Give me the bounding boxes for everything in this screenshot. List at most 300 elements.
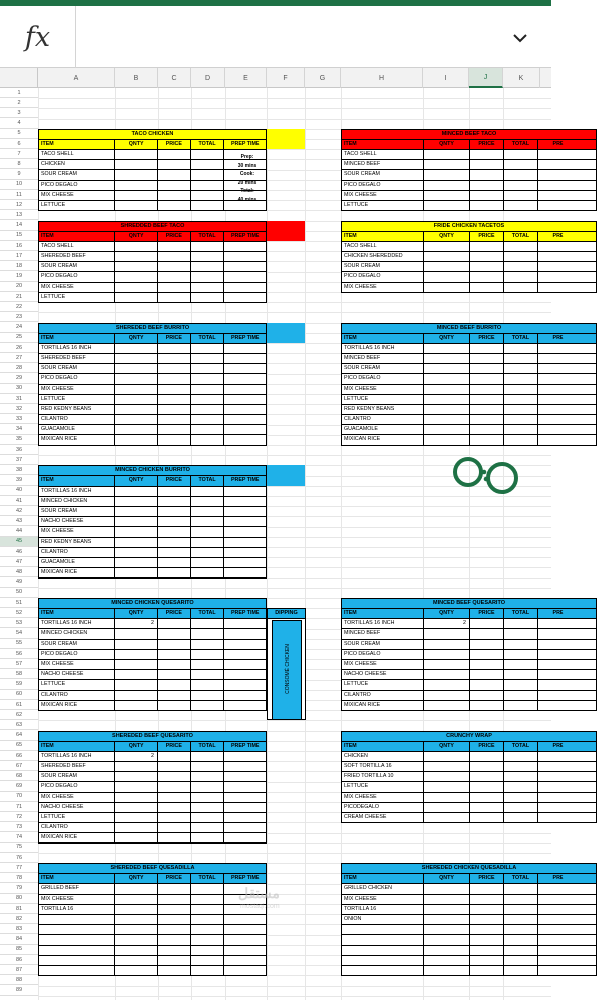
cell[interactable]: [158, 425, 191, 434]
cell[interactable]: [424, 344, 470, 353]
item-cell[interactable]: FRIED TORTILLA 10: [342, 772, 424, 781]
cell[interactable]: [115, 435, 158, 444]
row-header[interactable]: 48: [0, 567, 38, 577]
cell[interactable]: [224, 762, 266, 771]
cell[interactable]: [224, 823, 266, 832]
cell[interactable]: [191, 680, 225, 689]
table-row[interactable]: [342, 170, 596, 180]
cell[interactable]: [424, 946, 470, 955]
cell[interactable]: [158, 242, 191, 251]
table-row[interactable]: [342, 405, 596, 415]
item-cell[interactable]: PICO DEGALO: [342, 374, 424, 383]
row-header[interactable]: 71: [0, 802, 38, 812]
item-cell[interactable]: PICO DEGALO: [342, 181, 424, 190]
item-cell[interactable]: CHICKEN SHEREDDED: [342, 252, 424, 261]
table-row[interactable]: [39, 517, 266, 527]
cell[interactable]: [191, 629, 225, 638]
item-cell[interactable]: SOUR CREAM: [39, 262, 115, 271]
row-header[interactable]: 32: [0, 404, 38, 414]
item-cell[interactable]: MINCED BEEF: [342, 629, 424, 638]
cell[interactable]: [158, 772, 191, 781]
row-header[interactable]: 79: [0, 884, 38, 894]
row-header[interactable]: 23: [0, 312, 38, 322]
item-cell[interactable]: SOUR CREAM: [39, 640, 115, 649]
cell[interactable]: [424, 374, 470, 383]
cell[interactable]: [191, 201, 225, 210]
table-row[interactable]: [342, 670, 596, 680]
cell[interactable]: [538, 262, 578, 271]
row-header[interactable]: 53: [0, 618, 38, 628]
row-header[interactable]: 15: [0, 231, 38, 241]
cell[interactable]: [191, 395, 225, 404]
item-cell[interactable]: SHEREDED BEEF: [39, 252, 115, 261]
cell[interactable]: [224, 782, 266, 791]
table-row[interactable]: [39, 497, 266, 507]
cell[interactable]: [342, 946, 424, 955]
cell[interactable]: [424, 629, 470, 638]
row-header[interactable]: 81: [0, 904, 38, 914]
cell[interactable]: [424, 385, 470, 394]
cell[interactable]: [538, 395, 578, 404]
table-row[interactable]: [342, 660, 596, 670]
table-row[interactable]: [39, 405, 266, 415]
cell[interactable]: [224, 344, 266, 353]
cell[interactable]: [424, 640, 470, 649]
column-header-e[interactable]: E: [225, 68, 267, 88]
cell[interactable]: [115, 670, 158, 679]
row-header[interactable]: 87: [0, 965, 38, 975]
cell[interactable]: [470, 415, 504, 424]
cell[interactable]: [538, 956, 578, 965]
cell[interactable]: [424, 170, 470, 179]
cell[interactable]: [470, 935, 504, 944]
row-header[interactable]: 17: [0, 251, 38, 261]
table-row[interactable]: [342, 354, 596, 364]
cell[interactable]: [115, 946, 158, 955]
item-cell[interactable]: LETTUCE: [39, 680, 115, 689]
cell[interactable]: [504, 150, 538, 159]
row-header[interactable]: 51: [0, 598, 38, 608]
table-row[interactable]: [342, 344, 596, 354]
cell[interactable]: [538, 752, 578, 761]
item-cell[interactable]: TACO SHELL: [342, 242, 424, 251]
table-row[interactable]: [342, 956, 596, 966]
select-all-corner[interactable]: [0, 68, 38, 88]
cell[interactable]: [504, 946, 538, 955]
cell[interactable]: [470, 803, 504, 812]
cell[interactable]: [191, 884, 225, 893]
cell[interactable]: [424, 752, 470, 761]
cell[interactable]: [158, 487, 191, 496]
row-header[interactable]: 47: [0, 557, 38, 567]
cell[interactable]: [224, 415, 266, 424]
row-header[interactable]: 8: [0, 159, 38, 169]
cell[interactable]: [115, 813, 158, 822]
column-header-g[interactable]: G: [305, 68, 341, 88]
item-cell[interactable]: CHICKEN: [342, 752, 424, 761]
row-header[interactable]: 26: [0, 343, 38, 353]
cell[interactable]: [504, 701, 538, 710]
item-cell[interactable]: MIX CHEESE: [342, 895, 424, 904]
row-header[interactable]: 62: [0, 710, 38, 720]
cell[interactable]: [191, 752, 225, 761]
cell-area[interactable]: [38, 88, 564, 1000]
row-header[interactable]: 86: [0, 955, 38, 965]
cell[interactable]: [470, 283, 504, 292]
table-row[interactable]: [39, 507, 266, 517]
cell[interactable]: [504, 966, 538, 975]
item-cell[interactable]: TACO SHELL: [39, 242, 115, 251]
item-cell[interactable]: SOUR CREAM: [39, 772, 115, 781]
cell[interactable]: [424, 915, 470, 924]
cell[interactable]: [191, 905, 225, 914]
row-header[interactable]: 28: [0, 363, 38, 373]
cell[interactable]: [342, 925, 424, 934]
row-header[interactable]: 14: [0, 221, 38, 231]
cell[interactable]: [115, 374, 158, 383]
cell[interactable]: [115, 935, 158, 944]
cell[interactable]: [39, 956, 115, 965]
cell[interactable]: [424, 966, 470, 975]
cell[interactable]: [470, 395, 504, 404]
cell[interactable]: [158, 527, 191, 536]
row-header[interactable]: 41: [0, 496, 38, 506]
row-header[interactable]: 16: [0, 241, 38, 251]
cell[interactable]: [115, 293, 158, 302]
table-row[interactable]: [39, 691, 266, 701]
cell[interactable]: [424, 181, 470, 190]
cell[interactable]: [504, 344, 538, 353]
cell[interactable]: [191, 170, 225, 179]
cell[interactable]: [191, 425, 225, 434]
cell[interactable]: [470, 670, 504, 679]
table-row[interactable]: [39, 680, 266, 690]
cell[interactable]: [224, 538, 266, 547]
row-header[interactable]: 54: [0, 629, 38, 639]
cell[interactable]: [504, 262, 538, 271]
cell[interactable]: [115, 558, 158, 567]
table-row[interactable]: [39, 344, 266, 354]
item-cell[interactable]: MIX CHEESE: [39, 283, 115, 292]
cell[interactable]: [424, 793, 470, 802]
table-row[interactable]: [342, 680, 596, 690]
cell[interactable]: [191, 568, 225, 577]
cell[interactable]: [158, 497, 191, 506]
cell[interactable]: [224, 701, 266, 710]
cell[interactable]: [191, 833, 225, 842]
item-cell[interactable]: PICO DEGALO: [39, 650, 115, 659]
cell[interactable]: [538, 946, 578, 955]
row-header[interactable]: 80: [0, 894, 38, 904]
recipe-table-minced-chicken-quesarito[interactable]: [38, 598, 267, 711]
table-row[interactable]: [342, 813, 596, 823]
cell[interactable]: [115, 884, 158, 893]
cell[interactable]: [115, 405, 158, 414]
item-cell[interactable]: MIX CHEESE: [39, 660, 115, 669]
cell[interactable]: [224, 242, 266, 251]
side-cell-red[interactable]: [267, 221, 305, 241]
cell[interactable]: [158, 956, 191, 965]
cell[interactable]: [224, 650, 266, 659]
cell[interactable]: [504, 201, 538, 210]
cell[interactable]: [538, 181, 578, 190]
cell[interactable]: [191, 150, 225, 159]
column-header-c[interactable]: C: [158, 68, 191, 88]
cell[interactable]: [191, 364, 225, 373]
formula-input[interactable]: [77, 6, 497, 68]
table-row[interactable]: [342, 191, 596, 201]
cell[interactable]: [538, 150, 578, 159]
cell[interactable]: [504, 956, 538, 965]
cell[interactable]: [470, 691, 504, 700]
row-header[interactable]: 66: [0, 751, 38, 761]
cell[interactable]: [224, 660, 266, 669]
cell[interactable]: [538, 425, 578, 434]
row-header[interactable]: 36: [0, 445, 38, 455]
cell[interactable]: [158, 283, 191, 292]
item-cell[interactable]: LETTUCE: [39, 201, 115, 210]
cell[interactable]: [224, 925, 266, 934]
cell[interactable]: [158, 793, 191, 802]
cell[interactable]: [470, 629, 504, 638]
table-row[interactable]: [342, 435, 596, 445]
item-cell[interactable]: MIXICAN RICE: [342, 701, 424, 710]
table-row[interactable]: [342, 803, 596, 813]
cell[interactable]: [470, 946, 504, 955]
table-row[interactable]: [39, 242, 266, 252]
cell[interactable]: [538, 252, 578, 261]
qnty-cell[interactable]: 2: [115, 752, 158, 761]
cell[interactable]: [191, 895, 225, 904]
cell[interactable]: [158, 701, 191, 710]
cell[interactable]: [158, 752, 191, 761]
cell[interactable]: [191, 374, 225, 383]
row-header[interactable]: 2: [0, 98, 38, 108]
cell[interactable]: [504, 181, 538, 190]
cell[interactable]: [470, 242, 504, 251]
row-header[interactable]: 33: [0, 414, 38, 424]
item-cell[interactable]: NACHO CHEESE: [342, 670, 424, 679]
cell[interactable]: [191, 272, 225, 281]
cell[interactable]: [504, 660, 538, 669]
item-cell[interactable]: MIXICAN RICE: [39, 833, 115, 842]
row-header[interactable]: 89: [0, 986, 38, 996]
cell[interactable]: [504, 650, 538, 659]
cell[interactable]: [224, 752, 266, 761]
row-header[interactable]: 43: [0, 516, 38, 526]
cell[interactable]: [504, 385, 538, 394]
cell[interactable]: [224, 364, 266, 373]
cell[interactable]: [424, 435, 470, 444]
table-row[interactable]: [39, 619, 266, 629]
cell[interactable]: [470, 895, 504, 904]
cell[interactable]: [224, 272, 266, 281]
cell[interactable]: [115, 425, 158, 434]
cell[interactable]: [538, 415, 578, 424]
table-row[interactable]: [342, 915, 596, 925]
cell[interactable]: [470, 150, 504, 159]
row-header[interactable]: 73: [0, 822, 38, 832]
table-row[interactable]: [39, 435, 266, 445]
table-row[interactable]: [342, 374, 596, 384]
cell[interactable]: [538, 160, 578, 169]
recipe-table-crunchy-wrap[interactable]: [341, 731, 597, 824]
cell[interactable]: [504, 354, 538, 363]
cell[interactable]: [115, 650, 158, 659]
item-cell[interactable]: CILANTRO: [39, 548, 115, 557]
row-header[interactable]: 35: [0, 435, 38, 445]
cell[interactable]: [224, 435, 266, 444]
item-cell[interactable]: CHICKEN: [39, 160, 115, 169]
item-cell[interactable]: MIX CHEESE: [342, 283, 424, 292]
table-row[interactable]: [39, 823, 266, 833]
item-cell[interactable]: CILANTRO: [39, 415, 115, 424]
cell[interactable]: [191, 772, 225, 781]
row-header[interactable]: 31: [0, 394, 38, 404]
table-row[interactable]: [342, 650, 596, 660]
item-cell[interactable]: MIXICAN RICE: [342, 435, 424, 444]
row-header[interactable]: 74: [0, 833, 38, 843]
cell[interactable]: [191, 191, 225, 200]
cell[interactable]: [424, 262, 470, 271]
item-cell[interactable]: PICO DEGALO: [39, 272, 115, 281]
cell[interactable]: [538, 272, 578, 281]
row-header[interactable]: 63: [0, 720, 38, 730]
row-header[interactable]: 10: [0, 180, 38, 190]
item-cell[interactable]: TORTILLAS 16 INCH: [342, 344, 424, 353]
cell[interactable]: [424, 395, 470, 404]
qnty-cell[interactable]: 2: [115, 619, 158, 628]
cell[interactable]: [504, 364, 538, 373]
dipping-value-cell[interactable]: [272, 620, 302, 720]
table-row[interactable]: [39, 803, 266, 813]
cell[interactable]: [191, 181, 225, 190]
cell[interactable]: [115, 283, 158, 292]
cell[interactable]: [158, 925, 191, 934]
table-row[interactable]: [342, 364, 596, 374]
cell[interactable]: [224, 405, 266, 414]
cell[interactable]: [191, 548, 225, 557]
cell[interactable]: [224, 680, 266, 689]
table-row[interactable]: [39, 385, 266, 395]
cell[interactable]: [158, 650, 191, 659]
cell[interactable]: [191, 160, 225, 169]
cell[interactable]: [504, 619, 538, 628]
table-row[interactable]: [39, 548, 266, 558]
item-cell[interactable]: CILANTRO: [39, 691, 115, 700]
cell[interactable]: [158, 364, 191, 373]
table-row[interactable]: [39, 272, 266, 282]
cell[interactable]: [424, 415, 470, 424]
row-header[interactable]: 77: [0, 863, 38, 873]
table-row[interactable]: [342, 884, 596, 894]
cell[interactable]: [224, 793, 266, 802]
cell[interactable]: [504, 905, 538, 914]
cell[interactable]: [224, 670, 266, 679]
cell[interactable]: [191, 619, 225, 628]
cell[interactable]: [504, 680, 538, 689]
item-cell[interactable]: SOUR CREAM: [342, 640, 424, 649]
cell[interactable]: [504, 925, 538, 934]
cell[interactable]: [470, 385, 504, 394]
item-cell[interactable]: TORTILLA 16: [342, 905, 424, 914]
table-row[interactable]: [342, 262, 596, 272]
table-row[interactable]: [342, 640, 596, 650]
item-cell[interactable]: MIX CHEESE: [342, 793, 424, 802]
cell[interactable]: [191, 823, 225, 832]
cell[interactable]: [115, 660, 158, 669]
cell[interactable]: [538, 680, 578, 689]
cell[interactable]: [158, 252, 191, 261]
item-cell[interactable]: RED KEDNY BEANS: [39, 538, 115, 547]
item-cell[interactable]: GRILLED CHICKEN: [342, 884, 424, 893]
cell[interactable]: [158, 191, 191, 200]
table-row[interactable]: [39, 752, 266, 762]
cell[interactable]: [224, 629, 266, 638]
row-header[interactable]: 56: [0, 649, 38, 659]
cell[interactable]: [158, 629, 191, 638]
cell[interactable]: [538, 405, 578, 414]
item-cell[interactable]: MIX CHEESE: [39, 793, 115, 802]
cell[interactable]: [115, 262, 158, 271]
row-header[interactable]: 58: [0, 669, 38, 679]
cell[interactable]: [538, 884, 578, 893]
column-header-k[interactable]: K: [503, 68, 540, 88]
cell[interactable]: [158, 619, 191, 628]
cell[interactable]: [470, 762, 504, 771]
cell[interactable]: [424, 201, 470, 210]
cell[interactable]: [115, 782, 158, 791]
item-cell[interactable]: LETTUCE: [342, 680, 424, 689]
cell[interactable]: [115, 272, 158, 281]
table-row[interactable]: [39, 772, 266, 782]
cell[interactable]: [191, 435, 225, 444]
cell[interactable]: [115, 548, 158, 557]
table-row[interactable]: [39, 915, 266, 925]
cell[interactable]: [538, 895, 578, 904]
cell[interactable]: [504, 793, 538, 802]
cell[interactable]: [224, 619, 266, 628]
item-cell[interactable]: GRILLED BEEF: [39, 884, 115, 893]
cell[interactable]: [158, 966, 191, 975]
table-row[interactable]: [342, 935, 596, 945]
cell[interactable]: [224, 497, 266, 506]
row-header[interactable]: 38: [0, 465, 38, 475]
item-cell[interactable]: SHEREDED BEEF: [39, 354, 115, 363]
cell[interactable]: [538, 170, 578, 179]
cell[interactable]: [191, 415, 225, 424]
table-row[interactable]: [39, 395, 266, 405]
table-row[interactable]: [39, 364, 266, 374]
cell[interactable]: [115, 833, 158, 842]
cell[interactable]: [115, 181, 158, 190]
cell[interactable]: [424, 354, 470, 363]
cell[interactable]: [538, 435, 578, 444]
cell[interactable]: [504, 629, 538, 638]
cell[interactable]: [470, 956, 504, 965]
cell[interactable]: [191, 293, 225, 302]
table-row[interactable]: [342, 762, 596, 772]
item-cell[interactable]: MINCED CHICKEN: [39, 629, 115, 638]
item-cell[interactable]: SOUR CREAM: [39, 507, 115, 516]
cell[interactable]: [191, 517, 225, 526]
cell[interactable]: [115, 803, 158, 812]
cell[interactable]: [115, 487, 158, 496]
cell[interactable]: [538, 905, 578, 914]
item-cell[interactable]: SHEREDED BEEF: [39, 762, 115, 771]
item-cell[interactable]: MIX CHEESE: [39, 895, 115, 904]
recipe-table-fride-chicken-tacetos[interactable]: [341, 221, 597, 293]
